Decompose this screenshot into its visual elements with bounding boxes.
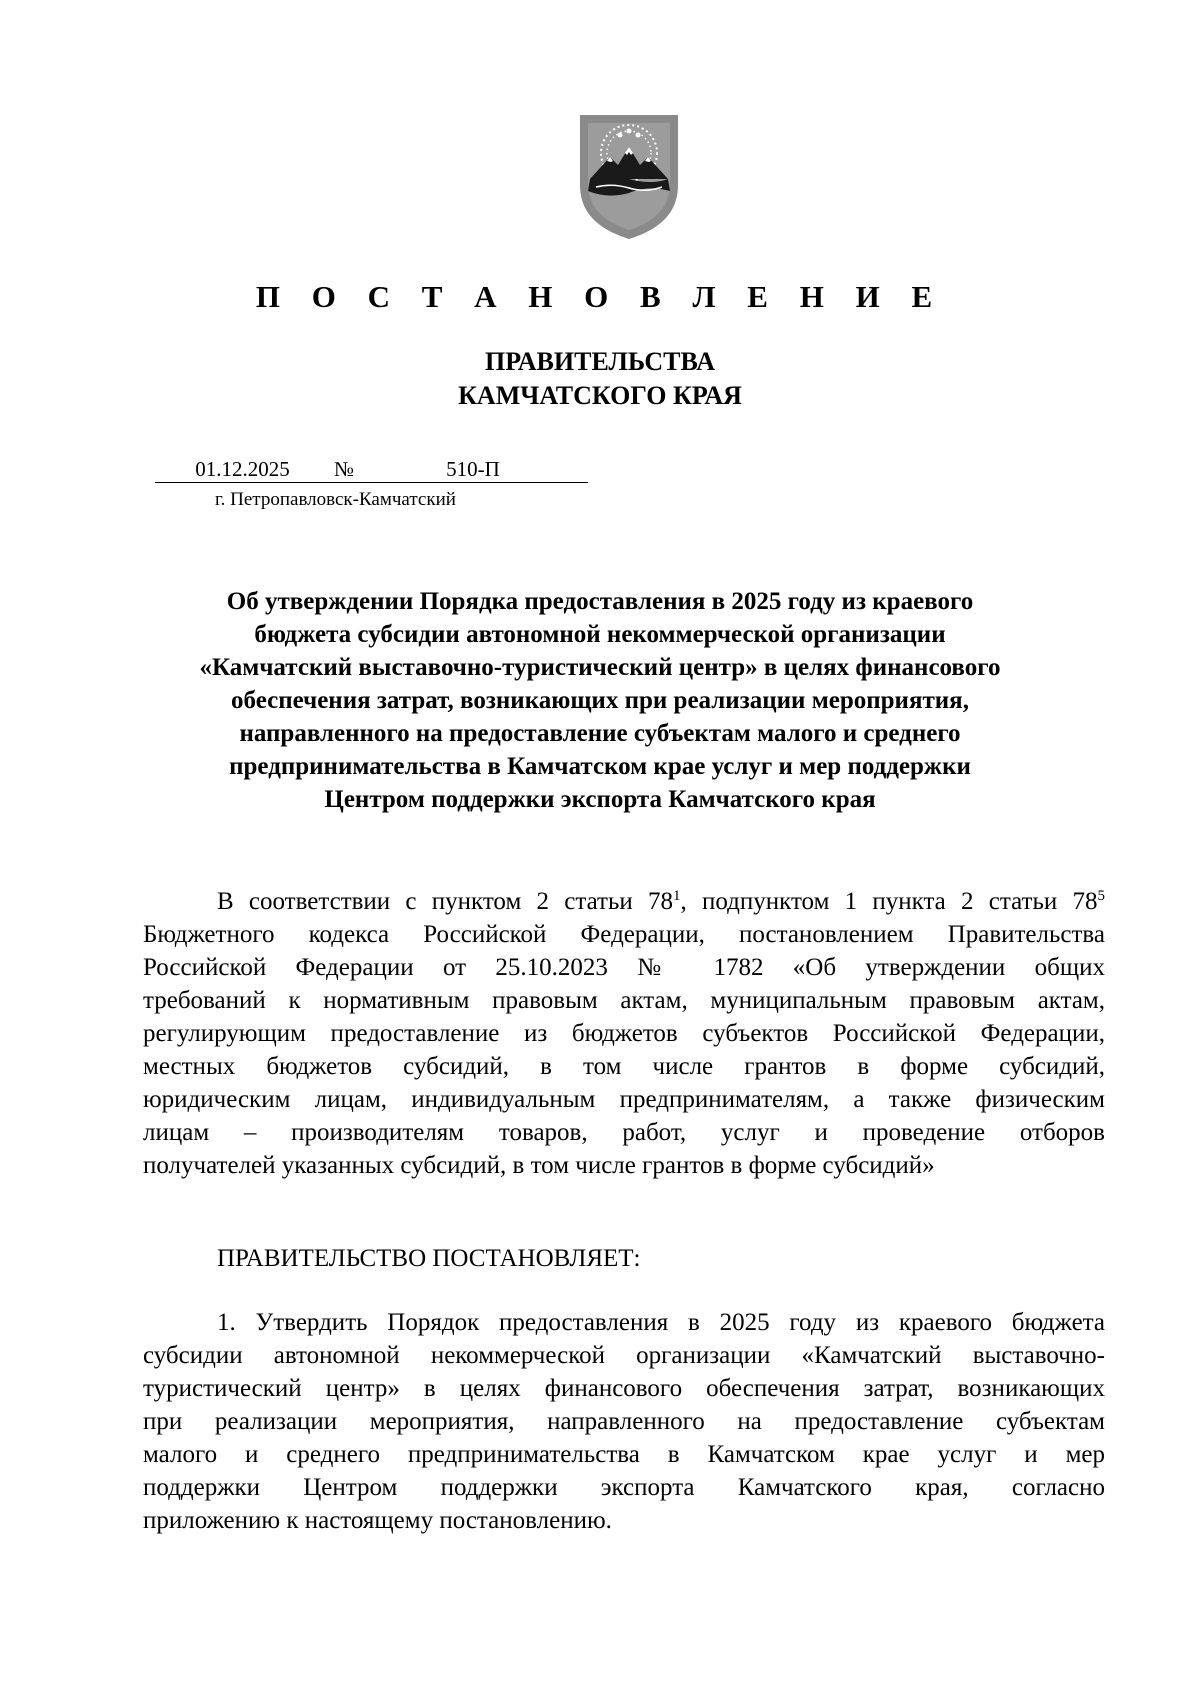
title-line: Об утверждении Порядка предоставления в 2025 году из краевого bbox=[226, 588, 974, 615]
superscript: 5 bbox=[1097, 888, 1105, 904]
title-line: Центром поддержки экспорта Камчатского края bbox=[324, 786, 876, 813]
registration-number-label: № bbox=[330, 456, 358, 483]
issuer-line-1: ПРАВИТЕЛЬСТВА bbox=[485, 347, 715, 376]
title-line: предпринимательства в Камчатском крае услуг и мер поддержки bbox=[229, 753, 971, 780]
registration-line bbox=[155, 456, 588, 483]
preamble-line: требований к нормативным правовым актам, муниципальным правовым актам, bbox=[143, 987, 1105, 1014]
preamble-line: регулирующим предоставление из бюджетов субъектов Российской Федерации, bbox=[143, 1020, 1105, 1047]
superscript: 1 bbox=[673, 888, 681, 904]
preamble-paragraph bbox=[143, 885, 1105, 1182]
issuer-line-2: КАМЧАТСКОГО КРАЯ bbox=[458, 381, 742, 410]
preamble-line: местных бюджетов субсидий, в том числе грантов в форме субсидий, bbox=[143, 1053, 1105, 1080]
title-line: бюджета субсидии автономной некоммерческой организации bbox=[254, 621, 946, 648]
item-1-line: туристический центр» в целях финансового обеспечения затрат, возникающих bbox=[143, 1375, 1105, 1402]
title-line: обеспечения затрат, возникающих при реализации мероприятия, bbox=[231, 687, 969, 714]
document-title bbox=[0, 585, 1200, 816]
preamble-text: В соответствии с пунктом 2 статьи 78 bbox=[217, 888, 673, 915]
item-1-line: 1. Утвердить Порядок предоставления в 2025 году из краевого бюджета bbox=[217, 1309, 1105, 1336]
item-1-line: приложению к настоящему постановлению. bbox=[143, 1507, 612, 1534]
preamble-line: получателей указанных субсидий, в том числе грантов в форме субсидий» bbox=[143, 1152, 935, 1179]
item-1-paragraph bbox=[143, 1306, 1105, 1537]
preamble-line: юридическим лицам, индивидуальным предпринимателям, а также физическим bbox=[143, 1086, 1105, 1113]
item-1-line: субсидии автономной некоммерческой организации «Камчатский выставочно- bbox=[143, 1342, 1105, 1369]
preamble-line: Бюджетного кодекса Российской Федерации, постановлением Правительства bbox=[143, 921, 1105, 948]
item-1-line: при реализации мероприятия, направленного на предоставление субъектам bbox=[143, 1408, 1105, 1435]
registration-number: 510-П bbox=[358, 456, 588, 483]
coat-of-arms-emblem bbox=[576, 113, 682, 241]
title-line: «Камчатский выставочно-туристический центр» в целях финансового bbox=[199, 654, 1001, 681]
city-of-issue: г. Петропавловск-Камчатский bbox=[215, 489, 456, 510]
document-type-heading: П О С Т А Н О В Л Е Н И Е bbox=[255, 279, 945, 314]
title-line: направленного на предоставление субъектам малого и среднего bbox=[239, 720, 961, 747]
item-1-line: малого и среднего предпринимательства в Камчатском крае услуг и мер bbox=[143, 1441, 1105, 1468]
item-1-line: поддержки Центром поддержки экспорта Камчатского края, согласно bbox=[143, 1474, 1105, 1501]
preamble-line: Российской Федерации от 25.10.2023 № 1782 «Об утверждении общих bbox=[143, 954, 1105, 981]
registration-date: 01.12.2025 bbox=[155, 456, 330, 483]
preamble-line-first bbox=[143, 885, 1105, 918]
resolves-heading: ПРАВИТЕЛЬСТВО ПОСТАНОВЛЯЕТ: bbox=[217, 1245, 641, 1272]
issuer-heading bbox=[0, 345, 1200, 413]
preamble-text: , подпунктом 1 пункта 2 статьи 78 bbox=[680, 888, 1098, 915]
preamble-line: лицам – производителям товаров, работ, услуг и проведение отборов bbox=[143, 1119, 1105, 1146]
